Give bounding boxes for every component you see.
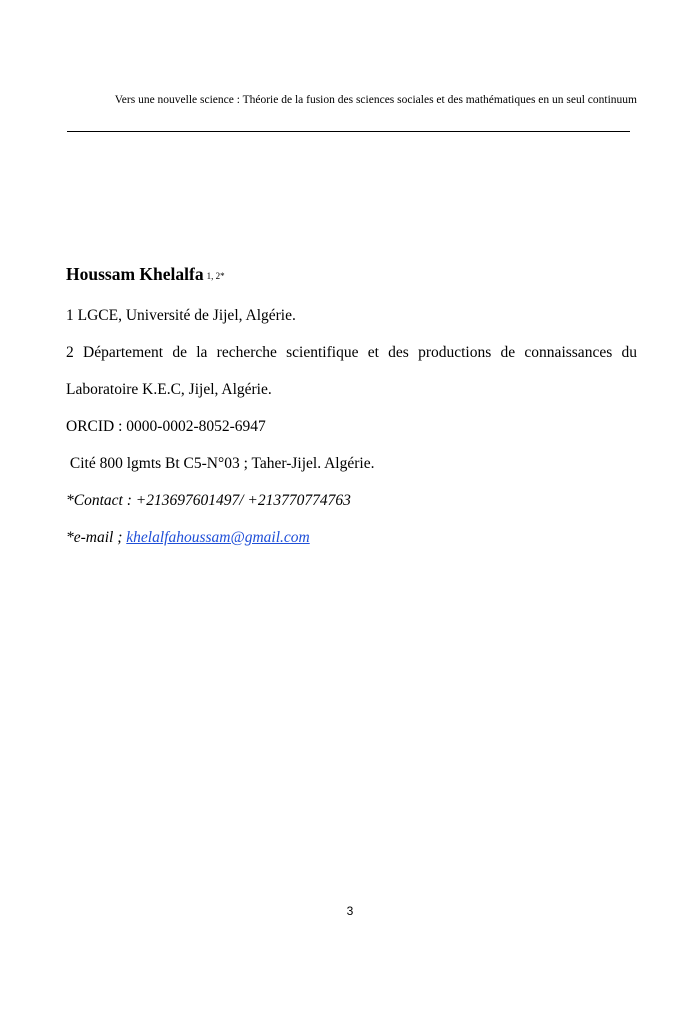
affiliation-list bbox=[66, 306, 637, 547]
affiliation-2-line-2: Laboratoire K.E.C, Jijel, Algérie. bbox=[66, 381, 272, 398]
email-label: *e-mail ; bbox=[66, 529, 127, 546]
orcid: ORCID : 0000-0002-8052-6947 bbox=[66, 418, 266, 435]
running-header bbox=[110, 93, 637, 108]
affiliation-2-line-1: 2 Département de la recherche scientifique et des productions de connaissances du bbox=[66, 344, 637, 361]
contact-email-line bbox=[66, 528, 637, 547]
page-number: 3 bbox=[346, 904, 354, 918]
contact-phone: *Contact : +213697601497/ +213770774763 bbox=[66, 492, 351, 509]
author-name: Houssam Khelalfa bbox=[66, 264, 204, 284]
author-line bbox=[66, 262, 638, 288]
address: Cité 800 lgmts Bt C5-N°03 ; Taher-Jijel. Algérie. bbox=[66, 455, 375, 472]
affiliation-1: 1 LGCE, Université de Jijel, Algérie. bbox=[66, 307, 296, 324]
author-affiliation-marks: 1, 2* bbox=[206, 271, 225, 281]
author-block bbox=[66, 262, 638, 288]
header-rule bbox=[67, 131, 630, 132]
email-link[interactable]: khelalfahoussam@gmail.com bbox=[126, 529, 310, 546]
running-title: Vers une nouvelle science : Théorie de la fusion des sciences sociales et des mathématiques en un seul continuum bbox=[114, 94, 637, 106]
